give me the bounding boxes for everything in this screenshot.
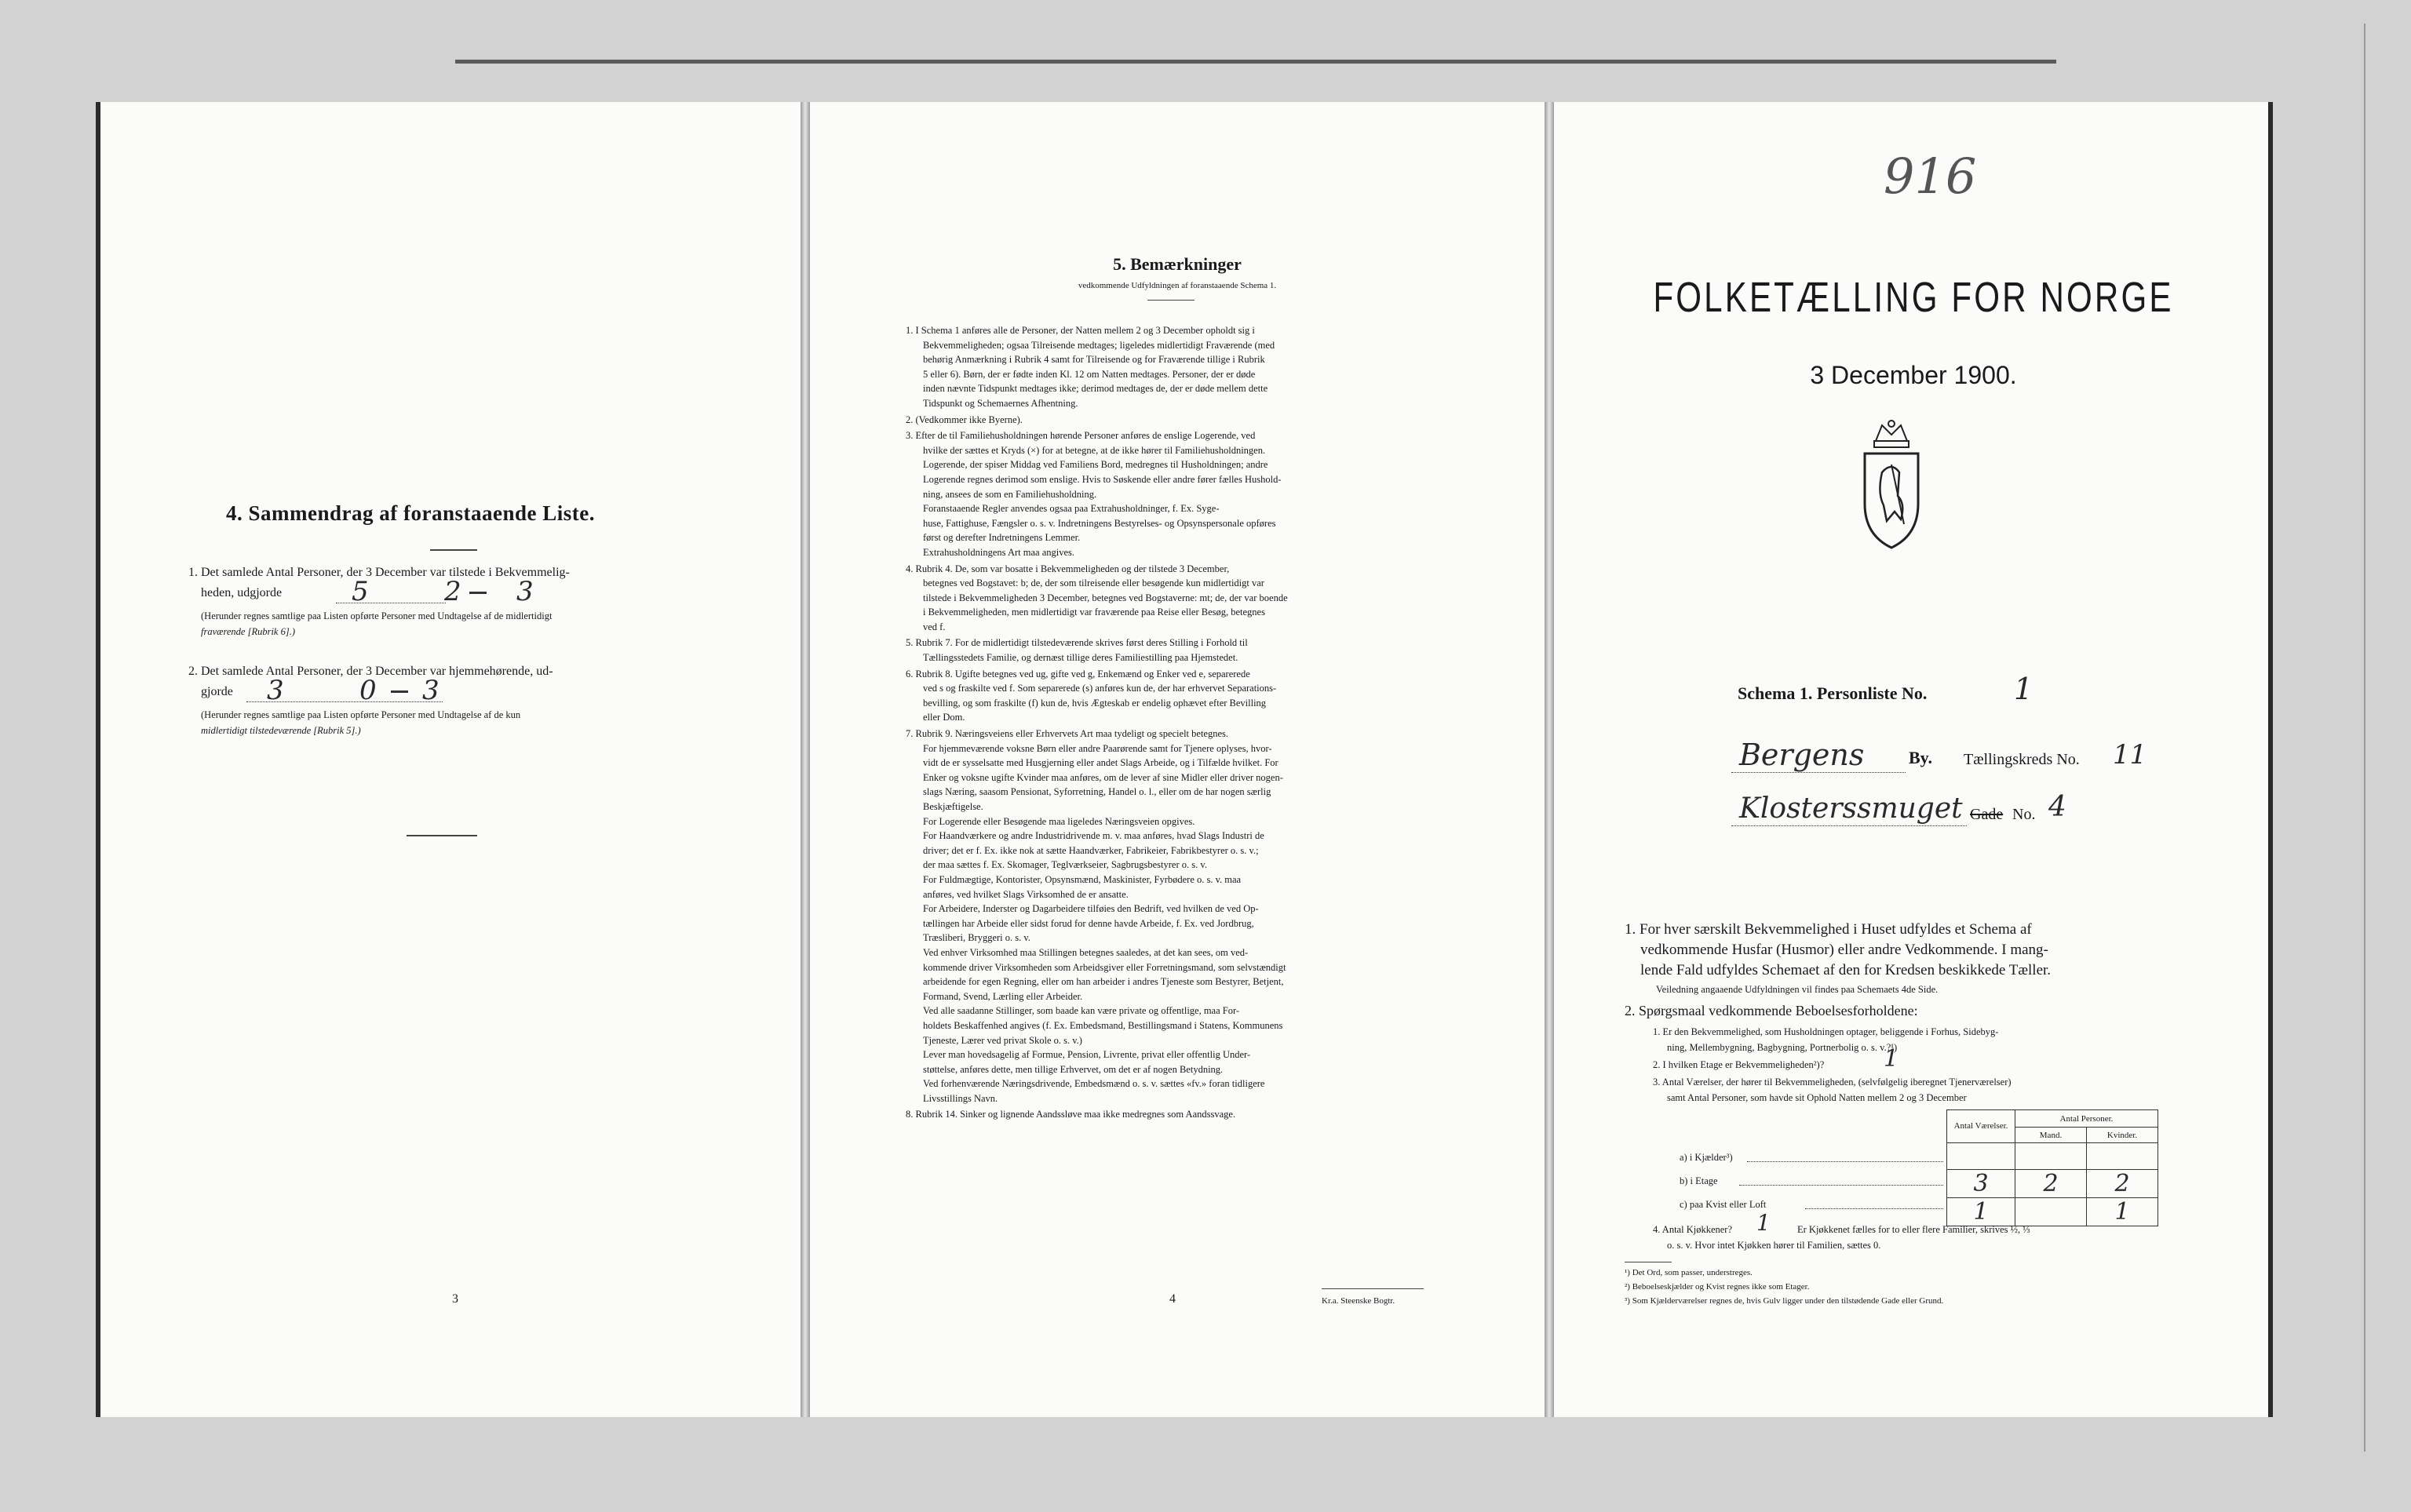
street-handwritten: Klosterssmuget [1739, 792, 1963, 825]
remark-line: i Bekvemmeligheden, men midlertidigt var fraværende paa Reise eller Besøg, betegnes [923, 607, 1265, 618]
remark-line: der maa sættes f. Ex. Skomager, Teglværkseier, Sagbrugsbestyrer o. s. v. [923, 859, 1207, 871]
remark-line: 5 eller 6). Børn, der er fødte inden Kl. 12 om Natten medtages. Personer, der er døde [923, 368, 1256, 380]
item1-female-handwritten: 3 [516, 576, 534, 607]
instruction-line: 1. For hver særskilt Bekvemmelighed i Huset udfyldes et Schema af [1625, 921, 2032, 938]
fill-line [1747, 1161, 1943, 1162]
remark-line: inden nævnte Tidspunkt medtages ikke; derimod medtages de, der er døde mellem dette [923, 383, 1268, 395]
remark-line: bevilling, og som fraskilte (f) kun de, hvis Ægteskab er endelig ophævet efter Bevilling [923, 697, 1267, 709]
col-header-male: Mand. [2015, 1128, 2087, 1143]
question-4-note: Er Kjøkkenet fælles for to eller flere Familier, skrives ½, ⅓ [1797, 1224, 2030, 1235]
col-header-persons: Antal Personer. [2015, 1110, 2158, 1128]
remark-line: anføres, ved hvilket Slags Virksomhed de er ansatte. [923, 888, 1129, 900]
fill-line [336, 603, 446, 604]
remark-line: Tjeneste, Lærer ved privat Skole o. s. v.) [923, 1034, 1082, 1046]
remark-line: 7. Rubrik 9. Næringsveiens eller Erhvervets Art maa tydeligt og specielt betegnes. [906, 728, 1229, 740]
remark-line: kommende driver Virksomheden som Arbeidsgiver eller Forretningsmand, som selvstændigt [923, 961, 1286, 973]
instruction-line: lende Fald udfyldes Schemaet af den for Kredsen beskikkede Tæller. [1640, 962, 2052, 978]
remark-line: slags Næring, saasom Pensionat, Syforretning, Handel o. l., eller om de har nogen særlig [923, 786, 1271, 798]
remark-line: først og derefter Indretningens Lemmer. [923, 532, 1081, 544]
remark-line: Ved forhenværende Næringsdrivende, Embedsmænd o. s. v. sættes «fv.» foran tidligere [923, 1078, 1265, 1090]
page-fold [801, 102, 810, 1417]
fill-line [1731, 772, 1906, 773]
item2-total-handwritten: 3 [267, 675, 284, 706]
remark-line: Livsstillings Navn. [923, 1092, 998, 1104]
table-cell: 3 [1947, 1170, 2015, 1198]
remark-line: eller Dom. [923, 712, 965, 723]
rooms-table [1946, 1109, 2158, 1226]
remark-line: ved f. [923, 621, 946, 632]
instruction-line: vedkommende Husfar (Husmor) eller andre Vedkommende. I mang- [1640, 942, 2048, 958]
question-2-handwritten: 1 [1884, 1045, 1899, 1073]
remark-line: støttelse, anføres dette, men tillige Erhvervet, om det er af nogen Betydning. [923, 1063, 1224, 1075]
table-cell [2087, 1143, 2158, 1170]
remark-line: Tidspunkt og Schemaernes Afhentning. [923, 397, 1078, 409]
table-cell: 1 [1947, 1198, 2015, 1226]
item2-line1: 2. Det samlede Antal Personer, der 3 December var hjemmehørende, ud- [188, 665, 553, 678]
remark-line: For Fuldmægtige, Kontorister, Opsynsmænd, Maskinister, Fyrbødere o. s. v. maa [923, 873, 1242, 885]
remark-line: For Logerende eller Besøgende maa ligeledes Næringsveien opgives. [923, 815, 1195, 827]
page-number: 4 [1169, 1292, 1176, 1306]
item2-note2: midlertidigt tilstedeværende [Rubrik 5].) [201, 725, 361, 736]
remark-line: Extrahusholdningens Art maa angives. [923, 546, 1075, 558]
remark-line: ved s og fraskilte ved f. Som separerede (s) anføres kun de, der har erhvervet Separations- [923, 683, 1277, 694]
item1-line2: heden, udgjorde [201, 586, 283, 599]
district-label: Tællingskreds No. [1964, 751, 2080, 768]
item1-male-handwritten: 2 [444, 576, 461, 607]
street-no-handwritten: 4 [2048, 791, 2066, 823]
remark-line: 6. Rubrik 8. Ugifte betegnes ved ug, gifte ved g, Enkemænd og Enker ved e, separerede [906, 668, 1250, 679]
scan-edge-line [2364, 24, 2365, 1452]
remark-line: Lever man hovedsagelig af Formue, Pension, Livrente, privat eller offentlig Under- [923, 1049, 1251, 1061]
schema-label: Schema 1. Personliste No. [1738, 683, 1928, 703]
remark-line: 3. Efter de til Familiehusholdningen hørende Personer anføres de enslige Logerende, ved [906, 430, 1256, 442]
remark-line: 8. Rubrik 14. Sinker og lignende Aandssløve maa ikke medregnes som Aandssvage. [906, 1109, 1236, 1120]
question-3-cont: samt Antal Personer, som havde sit Ophold Natten mellem 2 og 3 December [1667, 1092, 1967, 1103]
remark-line: Enker og voksne ugifte Kvinder maa anføres, om de lever af sine Midler eller driver nogen- [923, 771, 1283, 783]
question-2: 2. I hvilken Etage er Bekvemmeligheden²)? [1653, 1059, 1825, 1070]
remark-line: tilstede i Bekvemmeligheden 3 December, betegnes ved Bogstaverne: mt; de, der var boende [923, 592, 1288, 603]
footnote: ³) Som Kjælderværelser regnes de, hvis Gulv ligger under den tilstødende Gade eller Grund. [1625, 1296, 1944, 1306]
item2-female-handwritten: 3 [422, 675, 440, 706]
footnote: ²) Beboelseskjælder og Kvist regnes ikke som Etager. [1625, 1282, 1810, 1292]
question-4: 4. Antal Kjøkkener? [1653, 1224, 1733, 1235]
remark-line: For Haandværkere og andre Industridrivende m. v. maa anføres, hvad Slags Industri de [923, 830, 1264, 842]
remark-line: vidt de er sysselsatte med Husgjerning eller andet Slags Arbeide, og i Tilfælde hvilket. For [923, 757, 1278, 769]
col-header-rooms: Antal Værelser. [1947, 1110, 2015, 1143]
item2-line2: gjorde [201, 685, 233, 698]
question-1-cont: ning, Mellembygning, Bagbygning, Portnerbolig o. s. v.?¹) [1667, 1042, 1898, 1053]
page-summary [96, 102, 801, 1417]
census-date: 3 December 1900. [1810, 361, 2017, 389]
question-1: 1. Er den Bekvemmelighed, som Husholdningen optager, beliggende i Forhus, Sidebyg- [1653, 1026, 1999, 1037]
page-remarks [810, 102, 1545, 1417]
table-cell [2015, 1143, 2087, 1170]
table-cell: 2 [2015, 1170, 2087, 1198]
hand-dash [469, 592, 487, 594]
remark-line: Formand, Svend, Lærling eller Arbeider. [923, 990, 1083, 1002]
row-label: a) i Kjælder³) [1680, 1152, 1733, 1163]
page-number: 3 [452, 1292, 458, 1306]
remarks-text [906, 323, 1502, 1122]
table-cell: 1 [2087, 1198, 2158, 1226]
remark-line: Tællingsstedets Familie, og dernæst tillige deres Familiestilling paa Hjemstedet. [923, 652, 1238, 664]
census-title: FOLKETÆLLING FOR NORGE [1653, 274, 2174, 321]
remark-line: 1. I Schema 1 anføres alle de Personer, der Natten mellem 2 og 3 December opholdt sig i [906, 325, 1255, 336]
schema-no-handwritten: 1 [2014, 672, 2033, 706]
remark-line: tællingen har Arbeide eller sidst forud for denne havde Arbeide, f. Ex. ved Jordbrug, [923, 917, 1254, 929]
city-handwritten: Bergens [1739, 738, 1865, 772]
col-header-female: Kvinder. [2087, 1128, 2158, 1143]
summary-heading: 4. Sammendrag af foranstaaende Liste. [226, 501, 595, 525]
item1-line1: 1. Det samlede Antal Personer, der 3 December var tilstede i Bekvemmelig- [188, 566, 570, 579]
remark-line: Ved alle saadanne Stillinger, som baade kan være private og offentlige, maa For- [923, 1005, 1240, 1017]
remark-line: holdets Beskaffenhed angives (f. Ex. Embedsmand, Bestillingsmand i Statens, Kommunens [923, 1019, 1283, 1031]
remarks-subheading: vedkommende Udfyldningen af foranstaaende Schema 1. [1078, 281, 1277, 290]
remark-line: Beskjæftigelse. [923, 801, 983, 812]
item2-note1: (Herunder regnes samtlige paa Listen opførte Personer med Undtagelse af de kun [201, 709, 521, 720]
printer-credit: Kr.a. Steenske Bogtr. [1322, 1296, 1395, 1306]
page-cover [1554, 102, 2273, 1417]
fill-line [1731, 825, 1967, 826]
norwegian-coat-of-arms-icon [1860, 417, 1923, 551]
item1-note2: fraværende [Rubrik 6].) [201, 626, 296, 637]
remark-line: driver; det er f. Ex. ikke nok at sætte Haandværker, Fabrikeier, Fabrikbestyrer o. s. v.; [923, 844, 1259, 856]
remark-line: Logerende, der spiser Middag ved Familiens Bord, medregnes til Husholdningen; andre [923, 459, 1268, 471]
street-no-label: No. [2012, 806, 2036, 823]
remark-line: Ved enhver Virksomhed maa Stillingen betegnes saaledes, at det kan sees, om ved- [923, 946, 1249, 958]
remarks-heading: 5. Bemærkninger [1113, 254, 1242, 274]
remark-line: 4. Rubrik 4. De, som var bosatte i Bekvemmeligheden og der tilstede 3 December, [906, 563, 1230, 574]
remark-line: ning, ansees de som en Familiehusholdning. [923, 488, 1097, 500]
city-label: By. [1909, 748, 1932, 767]
question-4-note-cont: o. s. v. Hvor intet Kjøkken hører til Familien, sættes 0. [1667, 1240, 1881, 1251]
divider [1322, 1288, 1424, 1289]
page-fold [1545, 102, 1554, 1417]
footnote: ¹) Det Ord, som passer, understreges. [1625, 1268, 1753, 1277]
instruction-line: 2. Spørgsmaal vedkommende Beboelsesforholdene: [1625, 1003, 1918, 1018]
remark-line: huse, Fattighuse, Fængsler o. s. v. Indretningens Bestyrelses- og Opsynspersonale opføres [923, 517, 1276, 529]
row-label: c) paa Kvist eller Loft [1680, 1199, 1767, 1210]
remark-line: Bekvemmeligheden; ogsaa Tilreisende medtages; ligeledes midlertidigt Fraværende (med [923, 339, 1275, 351]
instruction-line: Veiledning angaaende Udfyldningen vil findes paa Schemaets 4de Side. [1656, 984, 1939, 995]
remark-line: For hjemmeværende voksne Børn eller andre Paarørende samt for Tjenere oplyses, hvor- [923, 742, 1272, 754]
divider [430, 549, 477, 551]
question-4-handwritten: 1 [1756, 1210, 1771, 1236]
divider [407, 835, 477, 836]
remark-line: 5. Rubrik 7. For de midlertidigt tilstedeværende skrives først deres Stilling i Forhold til [906, 637, 1248, 649]
remark-line: Foranstaaende Regler anvendes ogsaa paa Extrahusholdninger, f. Ex. Syge- [923, 503, 1220, 515]
remark-line: arbeidende for egen Regning, eller om han arbeider i andres Tjeneste som Bestyrer, Betjent, [923, 976, 1284, 988]
remark-line: For Arbeidere, Inderster og Dagarbeidere tilføies den Bedrift, ved hvilken de ved Op- [923, 903, 1259, 915]
remark-line: Logerende regnes derimod som enslige. Hvis to Søskende eller andre fører fælles Hushold- [923, 473, 1282, 485]
row-label: b) i Etage [1680, 1175, 1718, 1186]
question-3: 3. Antal Værelser, der hører til Bekvemmeligheden, (selvfølgelig iberegnet Tjenerværelser) [1653, 1077, 2012, 1088]
divider [1147, 300, 1195, 301]
item1-total-handwritten: 5 [352, 576, 369, 607]
remark-line: betegnes ved Bogstavet: b; de, der som tilreisende eller besøgende kun midlertidigt var [923, 577, 1264, 589]
fill-line [1739, 1185, 1943, 1186]
district-no-handwritten: 11 [2113, 739, 2147, 771]
fill-line [1805, 1208, 1943, 1209]
item1-note1: (Herunder regnes samtlige paa Listen opførte Personer med Undtagelse af de midlertidigt [201, 610, 553, 621]
remark-line: hvilke der sættes et Kryds (×) for at betegne, at de ikke hører til Familiehusholdningen. [923, 444, 1266, 456]
remark-line: behørig Anmærkning i Rubrik 4 samt for Tilreisende og for Fraværende tillige i Rubrik [923, 354, 1265, 366]
remark-line: Træsliberi, Bryggeri o. s. v. [923, 932, 1030, 944]
hand-dash [391, 690, 408, 693]
table-cell: 2 [2087, 1170, 2158, 1198]
street-label: Gade [1970, 806, 2004, 823]
scan-border-line [455, 60, 2056, 64]
table-cell [1947, 1143, 2015, 1170]
item2-male-handwritten: 0 [359, 675, 377, 706]
archive-number-handwritten: 916 [1884, 148, 1977, 205]
remark-line: 2. (Vedkommer ikke Byerne). [906, 414, 1023, 425]
